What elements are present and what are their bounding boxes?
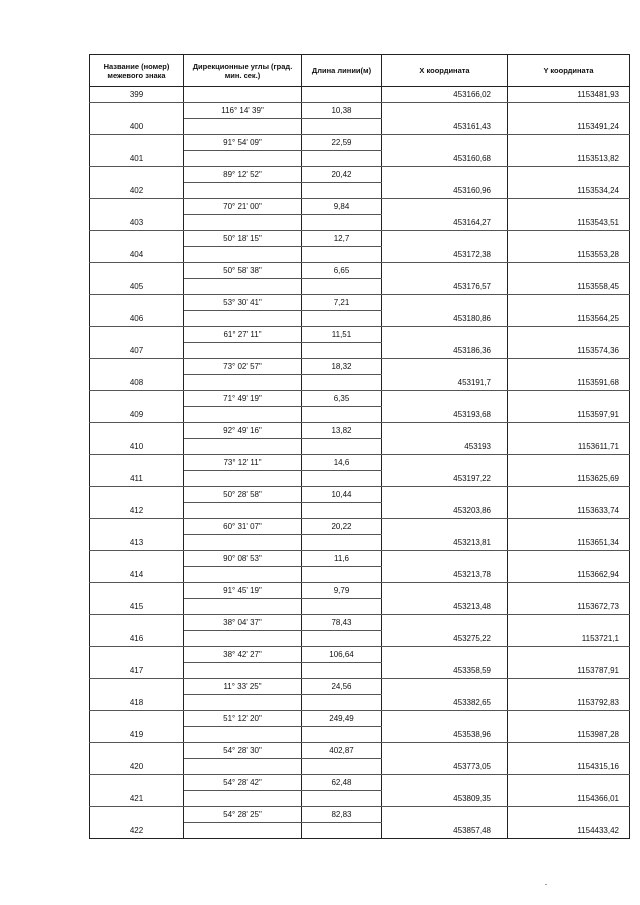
table-row-segment [90, 199, 630, 215]
x-coordinate-cell: 453166,02 [382, 87, 508, 103]
table-row-point [90, 343, 630, 359]
table-row-segment [90, 167, 630, 183]
table-row-point [90, 823, 630, 839]
empty-cell [302, 791, 382, 807]
direction-angle-cell: 91° 45' 19" [184, 583, 302, 599]
x-coordinate-cell: 453186,36 [382, 343, 508, 359]
line-length-cell: 7,21 [302, 295, 382, 311]
y-coordinate-cell: 1153553,28 [508, 247, 630, 263]
header-name: Название (номер) межевого знака [90, 55, 184, 87]
line-length-cell: 6,35 [302, 391, 382, 407]
empty-cell [90, 583, 184, 599]
empty-cell [302, 119, 382, 135]
point-name-cell: 405 [90, 279, 184, 295]
point-name-cell: 403 [90, 215, 184, 231]
x-coordinate-cell: 453193,68 [382, 407, 508, 423]
x-coordinate-cell: 453358,59 [382, 663, 508, 679]
y-coordinate-cell: 1153591,68 [508, 375, 630, 391]
x-coordinate-cell: 453773,05 [382, 759, 508, 775]
direction-angle-cell: 50° 28' 58" [184, 487, 302, 503]
empty-cell [90, 135, 184, 151]
empty-cell [302, 823, 382, 839]
empty-cell [382, 711, 508, 727]
empty-cell [184, 695, 302, 711]
empty-cell [184, 119, 302, 135]
table-row-segment [90, 519, 630, 535]
empty-cell [302, 87, 382, 103]
empty-cell [90, 743, 184, 759]
empty-cell [302, 215, 382, 231]
table-row-segment [90, 583, 630, 599]
y-coordinate-cell: 1153787,91 [508, 663, 630, 679]
point-name-cell: 415 [90, 599, 184, 615]
empty-cell [90, 263, 184, 279]
x-coordinate-cell: 453172,38 [382, 247, 508, 263]
point-name-cell: 410 [90, 439, 184, 455]
direction-angle-cell: 38° 42' 27" [184, 647, 302, 663]
empty-cell [302, 535, 382, 551]
point-name-cell: 417 [90, 663, 184, 679]
direction-angle-cell: 51° 12' 20" [184, 711, 302, 727]
empty-cell [508, 551, 630, 567]
empty-cell [184, 279, 302, 295]
table-row-point [90, 119, 630, 135]
direction-angle-cell: 73° 12' 11" [184, 455, 302, 471]
empty-cell [508, 455, 630, 471]
direction-angle-cell: 89° 12' 52" [184, 167, 302, 183]
table-row-point [90, 311, 630, 327]
empty-cell [90, 519, 184, 535]
table-row-segment [90, 423, 630, 439]
table-row-point [90, 631, 630, 647]
y-coordinate-cell: 1154433,42 [508, 823, 630, 839]
empty-cell [184, 343, 302, 359]
empty-cell [382, 103, 508, 119]
empty-cell [302, 151, 382, 167]
y-coordinate-cell: 1153633,74 [508, 503, 630, 519]
empty-cell [90, 167, 184, 183]
point-name-cell: 419 [90, 727, 184, 743]
y-coordinate-cell: 1153491,24 [508, 119, 630, 135]
point-name-cell: 413 [90, 535, 184, 551]
point-name-cell: 422 [90, 823, 184, 839]
direction-angle-cell: 54° 28' 42" [184, 775, 302, 791]
x-coordinate-cell: 453382,65 [382, 695, 508, 711]
point-name-cell: 399 [90, 87, 184, 103]
x-coordinate-cell: 453213,78 [382, 567, 508, 583]
boundary-coordinates-table [89, 54, 630, 839]
line-length-cell: 13,82 [302, 423, 382, 439]
point-name-cell: 421 [90, 791, 184, 807]
x-coordinate-cell: 453213,48 [382, 599, 508, 615]
x-coordinate-cell: 453809,35 [382, 791, 508, 807]
empty-cell [302, 695, 382, 711]
x-coordinate-cell: 453160,68 [382, 151, 508, 167]
direction-angle-cell: 91° 54' 09" [184, 135, 302, 151]
empty-cell [508, 807, 630, 823]
table-row-segment [90, 775, 630, 791]
y-coordinate-cell: 1153625,69 [508, 471, 630, 487]
table-row-point [90, 695, 630, 711]
empty-cell [90, 391, 184, 407]
y-coordinate-cell: 1153987,28 [508, 727, 630, 743]
table-row-point [90, 279, 630, 295]
line-length-cell: 20,42 [302, 167, 382, 183]
line-length-cell: 18,32 [302, 359, 382, 375]
empty-cell [508, 391, 630, 407]
empty-cell [302, 183, 382, 199]
y-coordinate-cell: 1153513,82 [508, 151, 630, 167]
empty-cell [382, 231, 508, 247]
y-coordinate-cell: 1153597,91 [508, 407, 630, 423]
empty-cell [382, 647, 508, 663]
empty-cell [302, 471, 382, 487]
direction-angle-cell: 116° 14' 39" [184, 103, 302, 119]
table-row-point [90, 87, 630, 103]
table-row-point [90, 215, 630, 231]
empty-cell [90, 615, 184, 631]
line-length-cell: 62,48 [302, 775, 382, 791]
empty-cell [184, 215, 302, 231]
empty-cell [90, 327, 184, 343]
table-row-point [90, 439, 630, 455]
empty-cell [90, 807, 184, 823]
empty-cell [302, 343, 382, 359]
line-length-cell: 10,44 [302, 487, 382, 503]
empty-cell [382, 135, 508, 151]
table-row-segment [90, 359, 630, 375]
empty-cell [508, 647, 630, 663]
table-row-segment [90, 743, 630, 759]
table-row-segment [90, 679, 630, 695]
empty-cell [508, 487, 630, 503]
table-row-segment [90, 551, 630, 567]
table-row-point [90, 471, 630, 487]
empty-cell [508, 519, 630, 535]
y-coordinate-cell: 1153721,1 [508, 631, 630, 647]
empty-cell [508, 679, 630, 695]
table-row-segment [90, 615, 630, 631]
scan-speck [545, 884, 547, 885]
line-length-cell: 24,56 [302, 679, 382, 695]
empty-cell [184, 727, 302, 743]
x-coordinate-cell: 453193 [382, 439, 508, 455]
point-name-cell: 408 [90, 375, 184, 391]
line-length-cell: 14,6 [302, 455, 382, 471]
table-row-segment [90, 231, 630, 247]
empty-cell [184, 663, 302, 679]
point-name-cell: 416 [90, 631, 184, 647]
empty-cell [302, 727, 382, 743]
table-row-point [90, 599, 630, 615]
x-coordinate-cell: 453160,96 [382, 183, 508, 199]
empty-cell [382, 743, 508, 759]
empty-cell [508, 135, 630, 151]
empty-cell [382, 391, 508, 407]
empty-cell [508, 775, 630, 791]
empty-cell [90, 103, 184, 119]
empty-cell [508, 231, 630, 247]
empty-cell [90, 231, 184, 247]
empty-cell [382, 583, 508, 599]
empty-cell [184, 471, 302, 487]
empty-cell [302, 375, 382, 391]
direction-angle-cell: 92° 49' 16" [184, 423, 302, 439]
y-coordinate-cell: 1153672,73 [508, 599, 630, 615]
empty-cell [382, 359, 508, 375]
empty-cell [508, 583, 630, 599]
x-coordinate-cell: 453191,7 [382, 375, 508, 391]
table-row-segment [90, 103, 630, 119]
empty-cell [90, 711, 184, 727]
direction-angle-cell: 90° 08' 53" [184, 551, 302, 567]
y-coordinate-cell: 1154315,16 [508, 759, 630, 775]
empty-cell [184, 535, 302, 551]
empty-cell [90, 199, 184, 215]
empty-cell [382, 807, 508, 823]
line-length-cell: 106,64 [302, 647, 382, 663]
line-length-cell: 12,7 [302, 231, 382, 247]
table-row-point [90, 535, 630, 551]
empty-cell [302, 599, 382, 615]
line-length-cell: 6,65 [302, 263, 382, 279]
empty-cell [90, 295, 184, 311]
empty-cell [90, 423, 184, 439]
empty-cell [184, 407, 302, 423]
table-row-point [90, 759, 630, 775]
empty-cell [302, 631, 382, 647]
point-name-cell: 407 [90, 343, 184, 359]
empty-cell [184, 439, 302, 455]
empty-cell [382, 615, 508, 631]
line-length-cell: 11,51 [302, 327, 382, 343]
point-name-cell: 406 [90, 311, 184, 327]
empty-cell [382, 455, 508, 471]
y-coordinate-cell: 1153534,24 [508, 183, 630, 199]
empty-cell [184, 599, 302, 615]
table-row-point [90, 503, 630, 519]
table-row-segment [90, 263, 630, 279]
empty-cell [302, 759, 382, 775]
direction-angle-cell: 11° 33' 25" [184, 679, 302, 695]
y-coordinate-cell: 1153792,83 [508, 695, 630, 711]
direction-angle-cell: 54° 28' 25" [184, 807, 302, 823]
direction-angle-cell: 70° 21' 00" [184, 199, 302, 215]
line-length-cell: 82,83 [302, 807, 382, 823]
point-name-cell: 409 [90, 407, 184, 423]
empty-cell [184, 503, 302, 519]
table-row-point [90, 375, 630, 391]
point-name-cell: 400 [90, 119, 184, 135]
x-coordinate-cell: 453203,86 [382, 503, 508, 519]
table-row-point [90, 663, 630, 679]
x-coordinate-cell: 453275,22 [382, 631, 508, 647]
empty-cell [382, 263, 508, 279]
empty-cell [508, 423, 630, 439]
empty-cell [302, 567, 382, 583]
empty-cell [184, 247, 302, 263]
empty-cell [508, 327, 630, 343]
empty-cell [302, 663, 382, 679]
empty-cell [90, 455, 184, 471]
point-name-cell: 420 [90, 759, 184, 775]
empty-cell [184, 183, 302, 199]
empty-cell [382, 199, 508, 215]
empty-cell [382, 295, 508, 311]
empty-cell [90, 487, 184, 503]
empty-cell [184, 823, 302, 839]
header-angle: Дирекционные углы (град. мин. сек.) [184, 55, 302, 87]
table-header [90, 55, 630, 87]
x-coordinate-cell: 453857,48 [382, 823, 508, 839]
direction-angle-cell: 54° 28' 30" [184, 743, 302, 759]
direction-angle-cell: 50° 18' 15" [184, 231, 302, 247]
table-row-segment [90, 487, 630, 503]
x-coordinate-cell: 453161,43 [382, 119, 508, 135]
empty-cell [382, 487, 508, 503]
header-x: X координата [382, 55, 508, 87]
empty-cell [90, 775, 184, 791]
table-row-segment [90, 455, 630, 471]
point-name-cell: 411 [90, 471, 184, 487]
empty-cell [382, 679, 508, 695]
table-row-segment [90, 807, 630, 823]
x-coordinate-cell: 453197,22 [382, 471, 508, 487]
empty-cell [382, 423, 508, 439]
empty-cell [382, 775, 508, 791]
empty-cell [184, 567, 302, 583]
empty-cell [508, 615, 630, 631]
empty-cell [508, 295, 630, 311]
table-row-point [90, 407, 630, 423]
empty-cell [90, 551, 184, 567]
x-coordinate-cell: 453538,96 [382, 727, 508, 743]
empty-cell [302, 279, 382, 295]
table-row-point [90, 183, 630, 199]
y-coordinate-cell: 1153558,45 [508, 279, 630, 295]
empty-cell [302, 247, 382, 263]
table-row-segment [90, 295, 630, 311]
point-name-cell: 412 [90, 503, 184, 519]
x-coordinate-cell: 453213,81 [382, 535, 508, 551]
line-length-cell: 22,59 [302, 135, 382, 151]
empty-cell [184, 87, 302, 103]
y-coordinate-cell: 1153651,34 [508, 535, 630, 551]
table-row-segment [90, 711, 630, 727]
empty-cell [302, 439, 382, 455]
direction-angle-cell: 71° 49' 19" [184, 391, 302, 407]
empty-cell [90, 359, 184, 375]
header-length: Длина линии(м) [302, 55, 382, 87]
direction-angle-cell: 73° 02' 57" [184, 359, 302, 375]
empty-cell [302, 311, 382, 327]
y-coordinate-cell: 1153574,36 [508, 343, 630, 359]
line-length-cell: 78,43 [302, 615, 382, 631]
empty-cell [184, 631, 302, 647]
empty-cell [508, 103, 630, 119]
x-coordinate-cell: 453180,86 [382, 311, 508, 327]
empty-cell [508, 743, 630, 759]
y-coordinate-cell: 1154366,01 [508, 791, 630, 807]
point-name-cell: 418 [90, 695, 184, 711]
table-row-point [90, 567, 630, 583]
table-row-point [90, 247, 630, 263]
line-length-cell: 10,38 [302, 103, 382, 119]
line-length-cell: 9,84 [302, 199, 382, 215]
point-name-cell: 401 [90, 151, 184, 167]
empty-cell [382, 167, 508, 183]
y-coordinate-cell: 1153662,94 [508, 567, 630, 583]
point-name-cell: 404 [90, 247, 184, 263]
direction-angle-cell: 38° 04' 37" [184, 615, 302, 631]
empty-cell [382, 551, 508, 567]
empty-cell [90, 679, 184, 695]
table-row-segment [90, 327, 630, 343]
table-row-point [90, 151, 630, 167]
empty-cell [508, 263, 630, 279]
table-body [90, 87, 630, 839]
table-row-point [90, 791, 630, 807]
point-name-cell: 414 [90, 567, 184, 583]
x-coordinate-cell: 453164,27 [382, 215, 508, 231]
empty-cell [382, 327, 508, 343]
line-length-cell: 402,87 [302, 743, 382, 759]
empty-cell [302, 503, 382, 519]
line-length-cell: 20,22 [302, 519, 382, 535]
direction-angle-cell: 50° 58' 38" [184, 263, 302, 279]
empty-cell [302, 407, 382, 423]
y-coordinate-cell: 1153543,51 [508, 215, 630, 231]
direction-angle-cell: 53° 30' 41" [184, 295, 302, 311]
y-coordinate-cell: 1153564,25 [508, 311, 630, 327]
empty-cell [508, 359, 630, 375]
empty-cell [184, 759, 302, 775]
empty-cell [184, 375, 302, 391]
line-length-cell: 11,6 [302, 551, 382, 567]
x-coordinate-cell: 453176,57 [382, 279, 508, 295]
empty-cell [184, 151, 302, 167]
empty-cell [184, 311, 302, 327]
line-length-cell: 249,49 [302, 711, 382, 727]
y-coordinate-cell: 1153481,93 [508, 87, 630, 103]
header-y: Y координата [508, 55, 630, 87]
empty-cell [184, 791, 302, 807]
empty-cell [508, 199, 630, 215]
direction-angle-cell: 61° 27' 11" [184, 327, 302, 343]
line-length-cell: 9,79 [302, 583, 382, 599]
empty-cell [382, 519, 508, 535]
table-row-segment [90, 391, 630, 407]
table-row-point [90, 727, 630, 743]
point-name-cell: 402 [90, 183, 184, 199]
table-row-segment [90, 647, 630, 663]
empty-cell [508, 167, 630, 183]
empty-cell [90, 647, 184, 663]
direction-angle-cell: 60° 31' 07" [184, 519, 302, 535]
table-row-segment [90, 135, 630, 151]
empty-cell [508, 711, 630, 727]
y-coordinate-cell: 1153611,71 [508, 439, 630, 455]
